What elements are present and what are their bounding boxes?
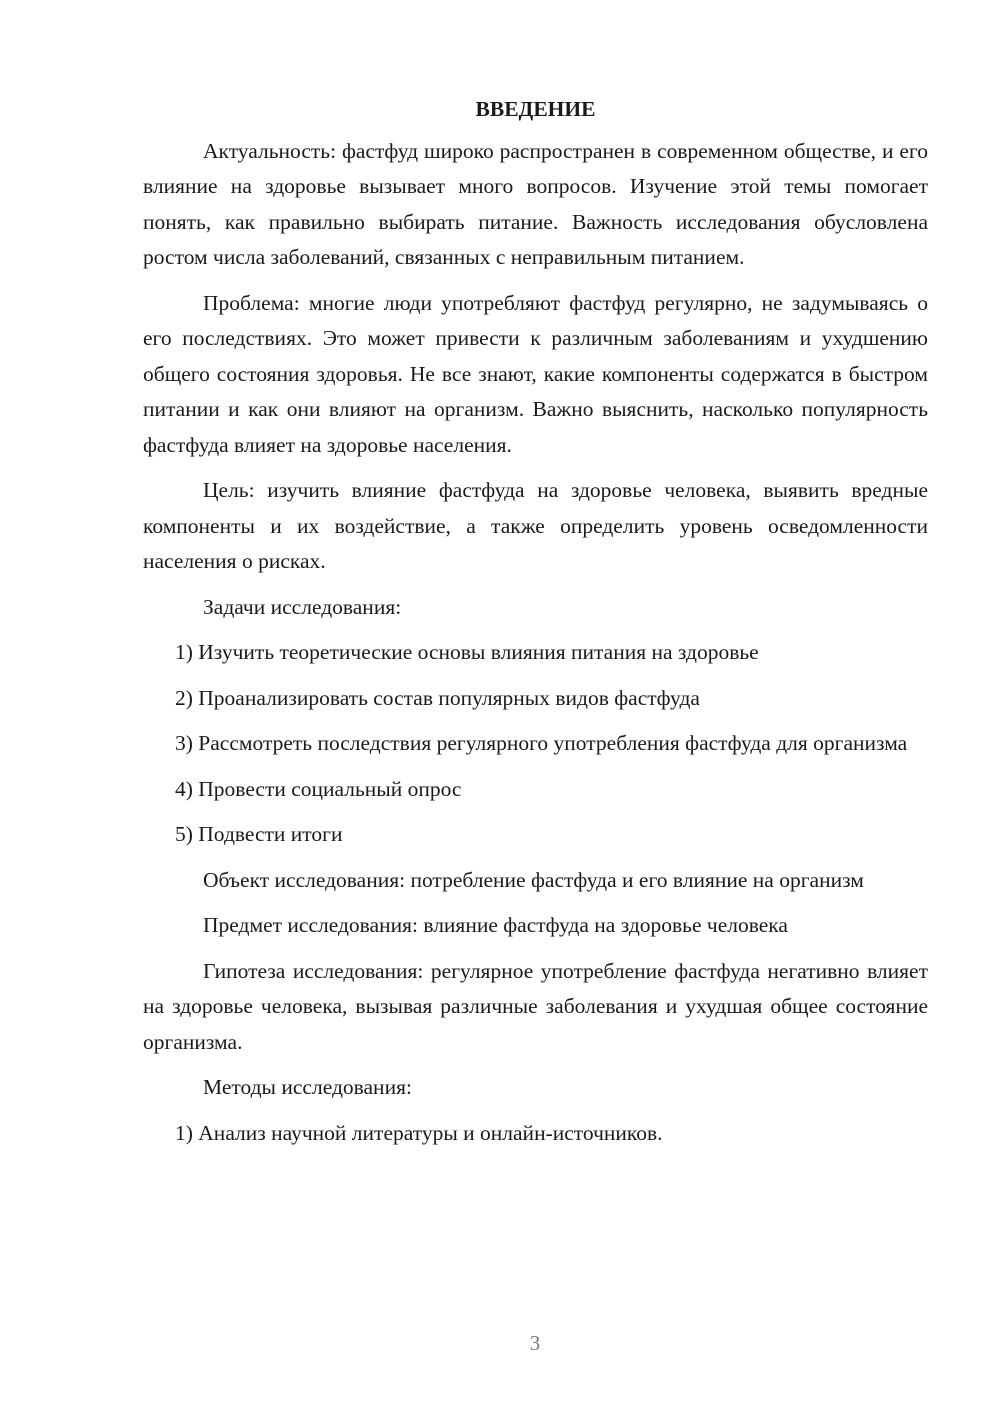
task-item-1: 1) Изучить теоретические основы влияния питания на здоровье xyxy=(175,640,759,664)
section-title: ВВЕДЕНИЕ xyxy=(475,97,596,121)
page-number: 3 xyxy=(529,1331,541,1355)
methods-heading: Методы исследования: xyxy=(203,1075,412,1099)
object-paragraph: Объект исследования: потребление фастфуда и его влияние на организм xyxy=(203,867,864,892)
subject-paragraph: Предмет исследования: влияние фастфуда на здоровье человека xyxy=(203,913,788,937)
task-item-4: 4) Провести социальный опрос xyxy=(175,776,462,801)
tasks-heading: Задачи исследования: xyxy=(203,594,402,619)
relevance-paragraph: Актуальность: фастфуд широко распространен в современном обществе, и его влияние на здоровье вызывает много вопросов. Изучение этой темы помогает понять, как правильно выбирать питание. Важность исследования обусловлена ростом числа заболеваний, связанных с неправильным питанием. xyxy=(143,138,928,269)
problem-paragraph: Проблема: многие люди употребляют фастфуд регулярно, не задумываясь о его последствиях. Это может привести к различным заболеваниям и ухудшению общего состояния здоровья. Не все знают, какие компоненты содержатся в быстром питании и как они влияют на организм. Важно выяснить, насколько популярность фастфуда влияет на здоровье населения. xyxy=(143,290,928,457)
goal-paragraph: Цель: изучить влияние фастфуда на здоровье человека, выявить вредные компоненты и их воздействие, а также определить уровень осведомленности населения о рисках. xyxy=(143,478,928,573)
method-item-1: 1) Анализ научной литературы и онлайн-источников. xyxy=(175,1120,663,1145)
task-item-3: 3) Рассмотреть последствия регулярного употребления фастфуда для организма xyxy=(175,731,908,755)
hypothesis-paragraph: Гипотеза исследования: регулярное употребление фастфуда негативно влияет на здоровье человека, вызывая различные заболевания и ухудшая общее состояние организма. xyxy=(143,958,928,1054)
task-item-5: 5) Подвести итоги xyxy=(175,822,343,846)
task-item-2: 2) Проанализировать состав популярных видов фастфуда xyxy=(175,685,700,710)
page-content xyxy=(143,92,928,1161)
